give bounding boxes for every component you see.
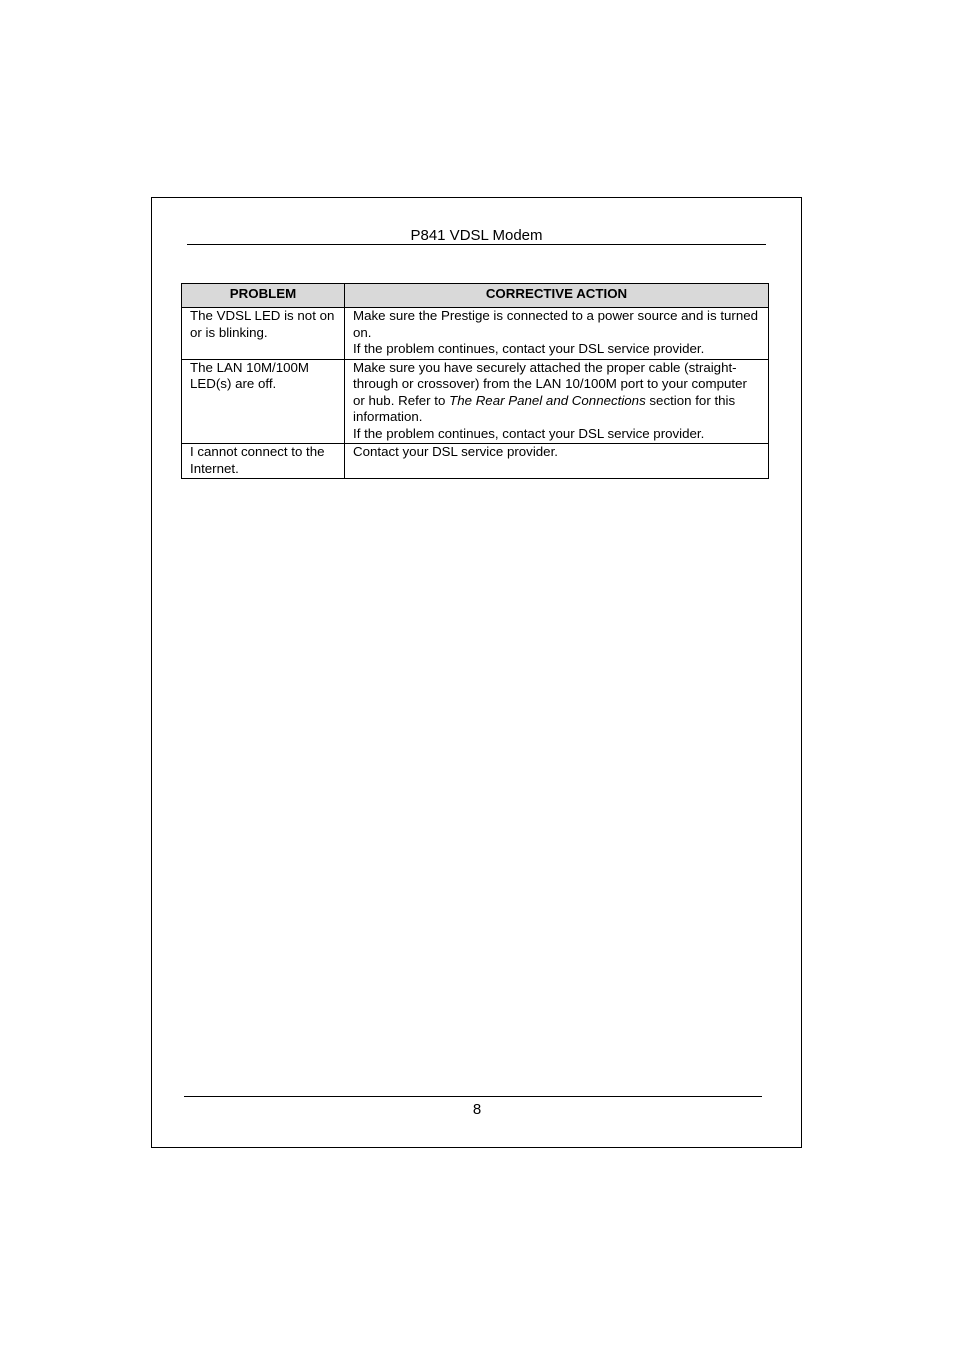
table-row [182, 444, 769, 479]
footer-divider [184, 1096, 762, 1097]
section-reference: The Rear Panel and Connections [449, 392, 646, 408]
problem-cell: The LAN 10M/100M LED(s) are off. [182, 359, 345, 444]
table-row [182, 308, 769, 360]
action-text [353, 360, 760, 426]
page-header-title: P841 VDSL Modem [410, 227, 543, 244]
table-row [182, 359, 769, 444]
action-text-part: Make sure you have securely attached the proper cable (straight-through or crossover) from the LAN 10/100M port to your computer or hub. Refer to [353, 359, 747, 408]
column-header-corrective-action: CORRECTIVE ACTION [345, 284, 769, 308]
page-number: 8 [472, 1101, 482, 1118]
problem-cell: The VDSL LED is not on or is blinking. [182, 308, 345, 360]
action-text-part: section for this information. [353, 392, 736, 424]
action-cell [345, 359, 769, 444]
problem-cell: I cannot connect to the Internet. [182, 444, 345, 479]
action-text: Make sure the Prestige is connected to a power source and is turned on. [353, 308, 759, 340]
column-header-problem: PROBLEM [182, 284, 345, 308]
header-divider [187, 244, 766, 245]
troubleshooting-table [181, 283, 769, 479]
action-text: If the problem continues, contact your DSL service provider. [353, 341, 705, 356]
action-cell [345, 308, 769, 360]
action-text: If the problem continues, contact your DSL service provider. [353, 425, 705, 441]
action-cell [345, 444, 769, 479]
table-header-row [182, 284, 769, 308]
action-text: Contact your DSL service provider. [353, 444, 558, 459]
